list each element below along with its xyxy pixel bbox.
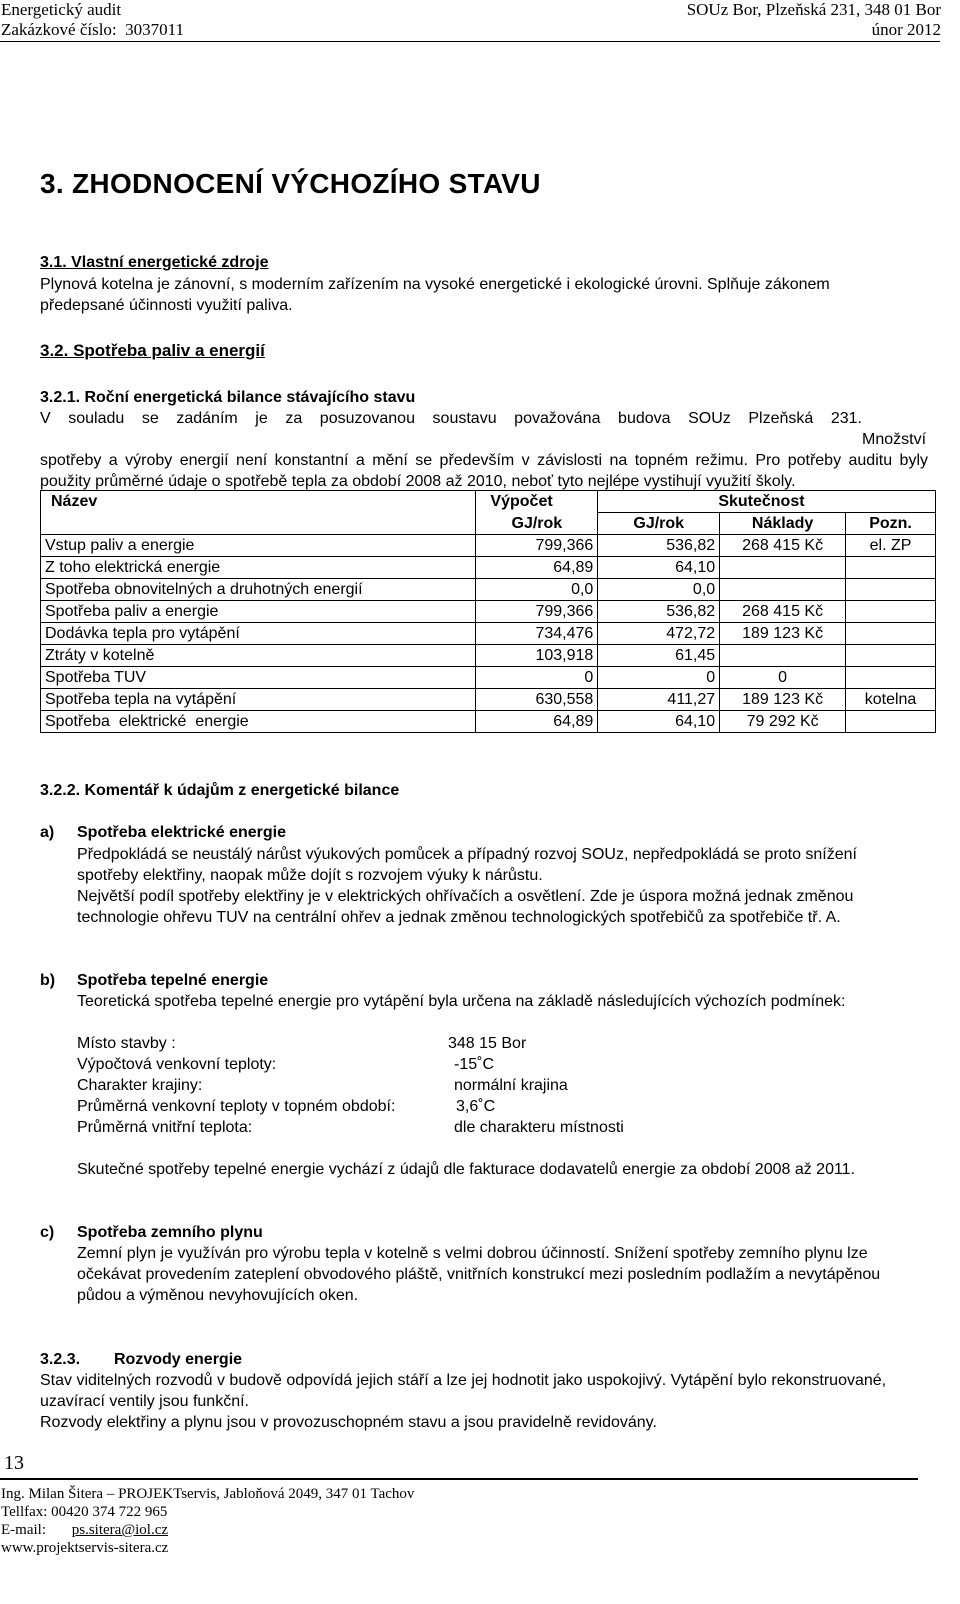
item-c-title: Spotřeba zemního plynu (77, 1224, 263, 1241)
row-actual: 0 (598, 667, 720, 689)
row-name: Spotřeba paliv a energie (41, 601, 476, 623)
item-a-paragraph-1: Předpokládá se neustálý nárůst výukových pomůcek a případný rozvoj SOUz, nepředpokládá se proto snížení spotřeby elektřiny, naopak může dojít s rozvojem výuky k nárůstu. (77, 846, 857, 884)
table-row (41, 667, 936, 689)
footer (1, 1485, 414, 1557)
param-landscape-key: Charakter krajiny: (77, 1077, 203, 1094)
table-row (41, 557, 936, 579)
row-name: Vstup paliv a energie (41, 535, 476, 557)
row-name: Dodávka tepla pro vytápění (41, 623, 476, 645)
item-c-paragraph-1: Zemní plyn je využíván pro výrobu tepla v kotelně s velmi dobrou účinností. Snížení spotřeby zemního plynu lze očekávat provedením zateplení obvodového pláště, vnitřních konstrukcí mezi posledním podlažím a nevytápěnou půdou a výměnou nevyhovujících oken. (77, 1245, 881, 1304)
row-name: Spotřeba elektrické energie (41, 711, 476, 733)
footer-rule (0, 1478, 918, 1480)
row-note (846, 623, 936, 645)
row-calc: 0 (476, 667, 598, 689)
header-date: únor 2012 (871, 20, 941, 39)
param-indoor-value: dle charakteru místnosti (454, 1119, 624, 1136)
section-3-2-1-line1: V souladu se zadáním je za posuzovanou soustavu považována budova SOUz Plzeňská 231. (40, 410, 862, 427)
row-name: Ztráty v kotelně (41, 645, 476, 667)
energy-balance-table (40, 490, 936, 733)
row-note (846, 601, 936, 623)
row-name: Spotřeba tepla na vytápění (41, 689, 476, 711)
row-note (846, 579, 936, 601)
table-row (41, 711, 936, 733)
row-actual: 411,27 (598, 689, 720, 711)
header-note: Pozn. (846, 513, 936, 535)
item-b-label: b) (40, 972, 56, 989)
row-costs: 79 292 Kč (720, 711, 846, 733)
row-note: kotelna (846, 689, 936, 711)
row-note (846, 667, 936, 689)
table-row (41, 601, 936, 623)
header-name: Název (41, 491, 476, 513)
row-costs (720, 579, 846, 601)
param-avg-outdoor-key: Průměrná venkovní teploty v topném období: (77, 1098, 396, 1115)
item-b-paragraph-2: Skutečné spotřeby tepelné energie vychází z údajů dle fakturace dodavatelů energie za období 2008 až 2011. (77, 1161, 856, 1178)
row-name: Spotřeba TUV (41, 667, 476, 689)
row-note (846, 711, 936, 733)
row-calc: 103,918 (476, 645, 598, 667)
footer-web[interactable]: www.projektservis-sitera.cz (1, 1540, 169, 1556)
table-row (41, 645, 936, 667)
section-3-2-3-number: 3.2.3. (40, 1351, 81, 1368)
row-calc: 799,366 (476, 601, 598, 623)
header-unit-calc: GJ/rok (476, 513, 598, 535)
footer-telfax: Tellfax: 00420 374 722 965 (1, 1504, 168, 1520)
item-c-label: c) (40, 1224, 55, 1241)
row-costs: 0 (720, 667, 846, 689)
footer-company: Ing. Milan Šitera – PROJEKTservis, Jabloňová 2049, 347 01 Tachov (1, 1486, 415, 1502)
table-row (41, 623, 936, 645)
param-location-value: 348 15 Bor (448, 1035, 527, 1052)
table-subheader-row (41, 513, 936, 535)
footer-email-line (1, 1521, 414, 1539)
footer-email-link[interactable]: ps.sitera@iol.cz (71, 1522, 169, 1538)
param-landscape-value: normální krajina (454, 1077, 568, 1094)
header-actual: Skutečnost (598, 491, 936, 513)
item-b-paragraph-1: Teoretická spotřeba tepelné energie pro vytápění byla určena na základě následujících výchozích podmínek: (77, 993, 846, 1010)
footer-email-label: E-mail: (1, 1522, 46, 1538)
header-address: SOUz Bor, Plzeňská 231, 348 01 Bor (686, 0, 941, 19)
row-note (846, 557, 936, 579)
row-actual: 0,0 (598, 579, 720, 601)
row-name: Spotřeba obnovitelných a druhotných energií (41, 579, 476, 601)
section-3-2-heading: 3.2. Spotřeba paliv a energií (40, 341, 265, 360)
param-location-key: Místo stavby : (77, 1035, 176, 1052)
item-a-paragraph-2: Největší podíl spotřeby elektřiny je v elektrických ohřívačích a osvětlení. Zde je úspora možná jednak změnou technologie ohřevu TUV na centrální ohřev a jednak změnou technologických spotřebičů za spotřebiče tř. A. (77, 888, 854, 926)
param-design-temp-value: -15˚C (454, 1056, 495, 1073)
row-costs (720, 645, 846, 667)
param-design-temp-key: Výpočtová venkovní teploty: (77, 1056, 277, 1073)
row-calc: 630,558 (476, 689, 598, 711)
row-actual: 536,82 (598, 601, 720, 623)
row-costs (720, 557, 846, 579)
row-calc: 799,366 (476, 535, 598, 557)
section-3-2-3-paragraph-1: Stav viditelných rozvodů v budově odpovídá jejich stáří a lze jej hodnotit jako uspokojivý. Vytápění bylo rekonstruované, uzavírací ventily jsou funkční. (40, 1372, 887, 1410)
page-header (1, 0, 941, 40)
header-empty (41, 513, 476, 535)
header-calculation: Výpočet (476, 491, 598, 513)
section-3-1-text: Plynová kotelna je zánovní, s moderním zařízením na vysoké energetické i ekologické úrovni. Splňuje zákonem předepsané účinnosti využití paliva. (40, 276, 830, 314)
row-calc: 64,89 (476, 557, 598, 579)
item-b-title: Spotřeba tepelné energie (77, 972, 269, 989)
row-actual: 64,10 (598, 711, 720, 733)
item-a-label: a) (40, 824, 55, 841)
section-3-2-2-heading: 3.2.2. Komentář k údajům z energetické bilance (40, 782, 400, 799)
header-order-number: Zakázkové číslo: 3037011 (1, 20, 185, 39)
section-3-2-3-title: Rozvody energie (114, 1351, 243, 1368)
row-name: Z toho elektrická energie (41, 557, 476, 579)
row-costs: 189 123 Kč (720, 623, 846, 645)
header-costs: Náklady (720, 513, 846, 535)
row-calc: 734,476 (476, 623, 598, 645)
row-calc: 0,0 (476, 579, 598, 601)
section-3-2-1-text: Množství spotřeby a výroby energií není konstantní a mění se především v závislosti na topném režimu. Pro potřeby auditu byly použity průměrné údaje o spotřebě tepla za období 2008 až 2010, neboť tyto nejlépe vystihují využití školy. (40, 431, 928, 490)
param-avg-outdoor-value: 3,6˚C (456, 1098, 496, 1115)
header-unit-actual: GJ/rok (598, 513, 720, 535)
row-calc: 64,89 (476, 711, 598, 733)
row-actual: 472,72 (598, 623, 720, 645)
table-row (41, 535, 936, 557)
section-3-2-1-heading: 3.2.1. Roční energetická bilance stávajícího stavu (40, 389, 416, 406)
table-header-row (41, 491, 936, 513)
row-actual: 64,10 (598, 557, 720, 579)
chapter-title: 3. ZHODNOCENÍ VÝCHOZÍHO STAVU (40, 168, 541, 199)
row-costs: 268 415 Kč (720, 601, 846, 623)
row-actual: 536,82 (598, 535, 720, 557)
table-row (41, 689, 936, 711)
header-rule (0, 41, 940, 42)
row-note: el. ZP (846, 535, 936, 557)
item-a-title: Spotřeba elektrické energie (77, 824, 286, 841)
param-indoor-key: Průměrná vnitřní teplota: (77, 1119, 253, 1136)
row-actual: 61,45 (598, 645, 720, 667)
row-note (846, 645, 936, 667)
row-costs: 189 123 Kč (720, 689, 846, 711)
section-3-1-heading: 3.1. Vlastní energetické zdroje (40, 254, 269, 271)
table-row (41, 579, 936, 601)
row-costs: 268 415 Kč (720, 535, 846, 557)
page-number: 13 (4, 1452, 24, 1474)
section-3-2-3-paragraph-2: Rozvody elektřiny a plynu jsou v provozuschopném stavu a jsou pravidelně revidovány. (40, 1414, 657, 1431)
header-doc-title: Energetický audit (1, 0, 122, 19)
